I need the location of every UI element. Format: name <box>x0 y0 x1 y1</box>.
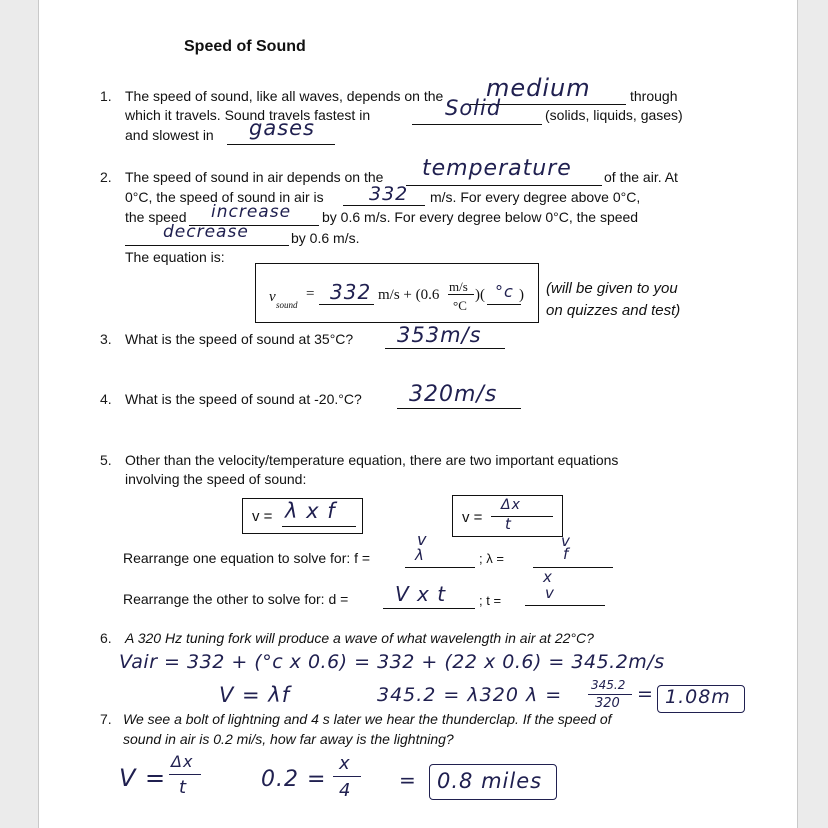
rearrange2-t-denominator: v <box>545 584 555 602</box>
window-left-margin <box>0 0 39 828</box>
q5-text-line1: Other than the velocity/temperature equation, there are two important equations <box>125 452 619 468</box>
rearrange2-d-answer: V x t <box>395 582 447 606</box>
rearrange1-f-numerator: v <box>417 530 428 549</box>
eq-fraction-bar <box>448 294 474 295</box>
eq-equals: = <box>306 286 315 302</box>
q5-number: 5. <box>100 452 112 468</box>
q2-answer-increase: increase <box>211 202 292 222</box>
q7-work-bar <box>333 776 361 777</box>
q2-number: 2. <box>100 169 112 185</box>
eq-close-paren: )( <box>475 287 485 303</box>
velocity-eq-numerator: Δx <box>501 497 521 513</box>
q3-text: What is the speed of sound at 35°C? <box>125 331 354 347</box>
q5-text-line2: involving the speed of sound: <box>125 471 307 487</box>
window-right-margin <box>797 0 828 828</box>
equation-note-line2: on quizzes and test) <box>546 302 681 319</box>
rearrange1-lambda-numerator: v <box>561 532 571 550</box>
q4-blank <box>397 408 521 409</box>
q2-text-line4b: by 0.6 m/s. <box>291 230 360 246</box>
rearrange1-lambda-denominator: f <box>563 545 570 563</box>
q7-text-line2: sound in air is 0.2 mi/s, how far away is the lightning? <box>123 731 454 747</box>
q6-fraction-bar <box>588 694 632 695</box>
q4-number: 4. <box>100 391 112 407</box>
q6-text: A 320 Hz tuning fork will produce a wave of what wavelength in air at 22°C? <box>125 630 594 646</box>
q3-number: 3. <box>100 331 112 347</box>
q7-work-v-bar <box>169 774 201 775</box>
q1-text-line1a: The speed of sound, like all waves, depends on the <box>125 88 444 104</box>
q3-blank <box>385 348 505 349</box>
q2-answer-temperature: temperature <box>422 156 572 181</box>
rearrange1-f-denominator: λ <box>415 546 425 564</box>
equation-note-line1: (will be given to you <box>546 280 678 297</box>
rearrange2-label: Rearrange the other to solve for: d = <box>123 591 349 607</box>
q6-fraction-numerator: 345.2 <box>591 678 626 692</box>
q1-blank-solid <box>412 124 542 125</box>
velocity-eq-bar <box>491 516 553 517</box>
q7-work-denominator: 4 <box>339 780 352 801</box>
eq-answer-332: 332 <box>330 280 372 304</box>
q2-blank-temperature <box>406 185 602 186</box>
q6-work-v-equals-lambda-f: V = λf <box>219 683 291 707</box>
q2-text-line1b: of the air. At <box>604 169 678 185</box>
q1-answer-solid: Solid <box>445 96 502 120</box>
q7-text-line1: We see a bolt of lightning and 4 s later we hear the thunderclap. If the speed of <box>123 711 612 727</box>
q6-equals: = <box>637 683 654 705</box>
q7-work-equation: 0.2 = <box>261 767 327 792</box>
rearrange1-label: Rearrange one equation to solve for: f = <box>123 550 371 566</box>
wave-eq-prefix: v = <box>252 508 273 525</box>
q6-work-line1: Vair = 332 + (°c x 0.6) = 332 + (22 x 0.6) = 345.2m/s <box>119 651 665 673</box>
q2-text-line2a: 0°C, the speed of sound in air is <box>125 189 324 205</box>
q4-text: What is the speed of sound at -20.°C? <box>125 391 362 407</box>
q2-equation-label: The equation is: <box>125 249 225 265</box>
q2-blank-decrease <box>125 245 289 246</box>
wave-eq-answer: λ x f <box>285 499 336 523</box>
q2-text-line1a: The speed of sound in air depends on the <box>125 169 384 185</box>
q7-number: 7. <box>100 711 112 727</box>
q7-work-v-numerator: Δx <box>171 752 194 771</box>
q7-work-equals: = <box>399 768 417 792</box>
q1-answer-gases: gases <box>249 116 316 140</box>
eq-end-paren: ) <box>519 287 524 303</box>
q6-work-line2: 345.2 = λ320 λ = <box>377 684 563 706</box>
q6-fraction-denominator: 320 <box>595 696 620 711</box>
q2-blank-332 <box>343 205 425 206</box>
q7-answer: 0.8 miles <box>437 769 543 793</box>
q1-text-line1b: through <box>630 88 678 104</box>
q3-answer: 353m/s <box>397 323 482 347</box>
q7-work-v-denominator: t <box>179 777 188 798</box>
velocity-eq-denominator: t <box>505 515 512 533</box>
eq-fraction-numerator: m/s <box>449 279 468 294</box>
q6-answer: 1.08m <box>665 686 731 708</box>
wave-eq-blank <box>282 526 356 527</box>
eq-middle-term: m/s + (0.6 <box>378 287 440 303</box>
q1-text-line3a: and slowest in <box>125 127 214 143</box>
q2-text-line3b: by 0.6 m/s. For every degree below 0°C, the speed <box>322 209 639 225</box>
eq-answer-degc: °c <box>495 282 514 301</box>
q7-work-v-equals: V = <box>119 764 167 792</box>
q2-answer-332: 332 <box>369 183 409 205</box>
q1-text-line2a: which it travels. Sound travels fastest in <box>125 107 371 123</box>
rearrange2-d-blank <box>383 608 475 609</box>
rearrange2-separator: ; t = <box>479 593 502 608</box>
eq-blank-degc <box>487 304 521 305</box>
velocity-eq-prefix: v = <box>462 509 483 526</box>
q4-answer: 320m/s <box>409 382 498 407</box>
q2-text-line3a: the speed <box>125 209 187 225</box>
eq-sound-subscript: sound <box>276 300 298 310</box>
q1-text-line2b: (solids, liquids, gases) <box>545 107 683 123</box>
q1-number: 1. <box>100 88 112 104</box>
eq-fraction-denominator: °C <box>453 298 467 313</box>
q1-answer-medium: medium <box>486 74 591 102</box>
q2-text-line2b: m/s. For every degree above 0°C, <box>430 189 641 205</box>
worksheet-page <box>39 0 797 828</box>
rearrange1-separator: ; λ = <box>479 551 504 566</box>
rearrange2-t-numerator: x <box>543 568 553 586</box>
page-title: Speed of Sound <box>184 38 306 55</box>
eq-blank-332 <box>319 304 374 305</box>
q7-work-numerator: x <box>339 753 351 774</box>
q6-number: 6. <box>100 630 112 646</box>
rearrange2-t-blank <box>525 605 605 606</box>
q2-answer-decrease: decrease <box>163 222 249 242</box>
q1-blank-gases <box>227 144 335 145</box>
rearrange1-f-blank <box>405 567 475 568</box>
eq-v-symbol: v <box>269 289 276 305</box>
